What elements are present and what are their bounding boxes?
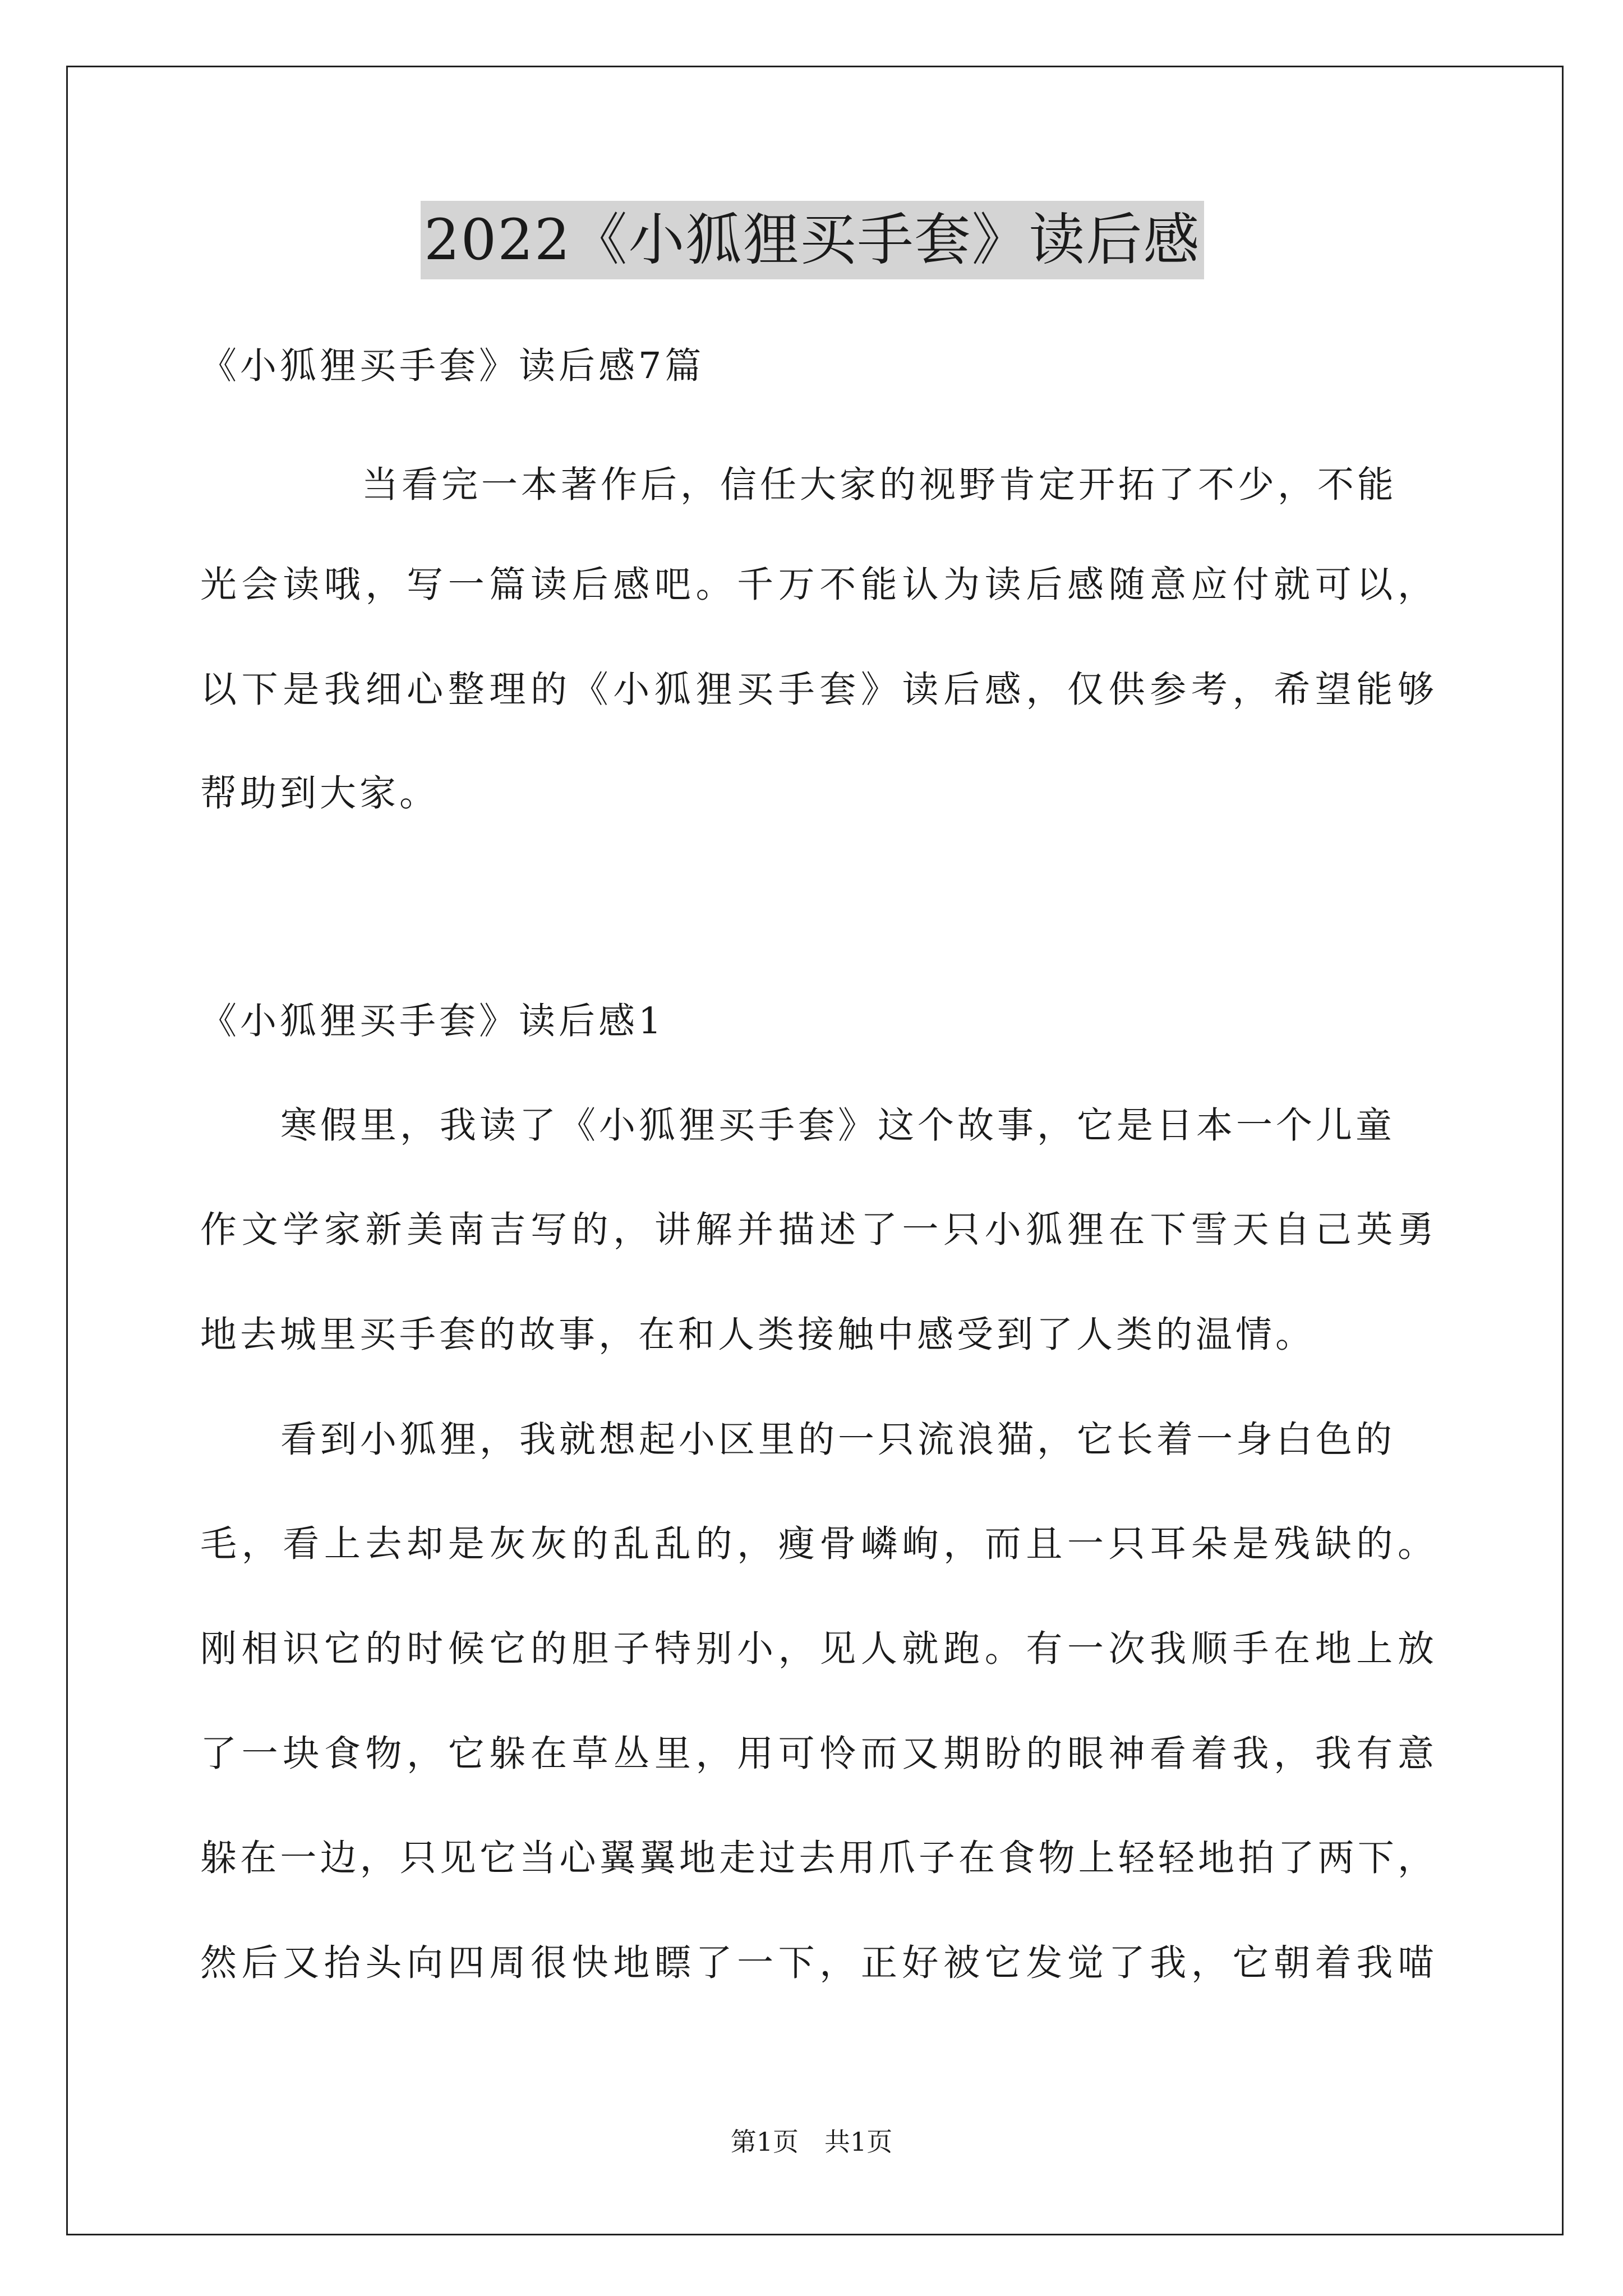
paragraph2-line-4: 了一块食物，它躲在草丛里，用可怜而又期盼的眼神看着我，我有意 [200, 1733, 1434, 1775]
intro-line-3: 以下是我细心整理的《小狐狸买手套》读后感，仅供参考，希望能够 [200, 669, 1434, 711]
document-title: 2022《小狐狸买手套》读后感 [421, 201, 1204, 279]
intro-line-1: 当看完一本著作后，信任大家的视野肯定开拓了不少，不能 [362, 464, 1398, 506]
intro-line-2: 光会读哦，写一篇读后感吧。千万不能认为读后感随意应付就可以， [200, 564, 1434, 606]
paragraph1-line-2: 作文学家新美南吉写的，讲解并描述了一只小狐狸在下雪天自己英勇 [200, 1209, 1434, 1251]
page-footer: 第1页 共1页 [730, 2127, 893, 2157]
paragraph1-line-1: 寒假里，我读了《小狐狸买手套》这个故事，它是日本一个儿童 [280, 1105, 1396, 1147]
document-subtitle: 《小狐狸买手套》读后感7篇 [200, 345, 705, 387]
paragraph2-line-3: 刚相识它的时候它的胆子特别小，见人就跑。有一次我顺手在地上放 [200, 1628, 1434, 1670]
intro-line-4: 帮助到大家。 [200, 772, 440, 815]
paragraph1-line-3: 地去城里买手套的故事，在和人类接触中感受到了人类的温情。 [200, 1314, 1316, 1356]
section-heading: 《小狐狸买手套》读后感1 [200, 1000, 665, 1042]
paragraph2-line-6: 然后又抬头向四周很快地瞟了一下，正好被它发觉了我，它朝着我喵 [200, 1942, 1434, 1984]
paragraph2-line-1: 看到小狐狸，我就想起小区里的一只流浪猫，它长着一身白色的 [280, 1419, 1396, 1461]
paragraph2-line-5: 躲在一边，只见它当心翼翼地走过去用爪子在食物上轻轻地拍了两下， [200, 1837, 1434, 1879]
paragraph2-line-2: 毛，看上去却是灰灰的乱乱的，瘦骨嶙峋，而且一只耳朵是残缺的。 [200, 1523, 1434, 1565]
